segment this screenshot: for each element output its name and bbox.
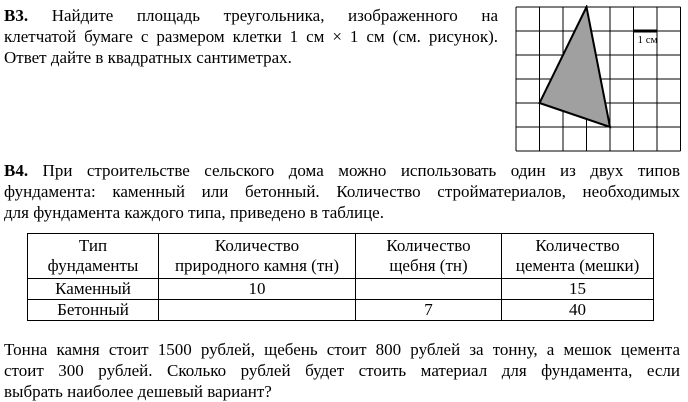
header-gravel: Количество щебня (тн)	[356, 234, 502, 279]
problem-b4	[4, 160, 680, 223]
problem-b4-question	[4, 339, 680, 402]
question-line-3: выбрать наиболее дешевый вариант?	[4, 382, 272, 401]
cell-cement: 40	[502, 299, 654, 320]
question-line-2: стоит 300 рублей. Сколько рублей будет стоить материал для фундамента, если	[4, 361, 680, 380]
cell-gravel: 7	[356, 299, 502, 320]
cell-type: Бетонный	[28, 299, 159, 320]
problem-number-b4: B4.	[4, 161, 29, 180]
problem-number-b3: B3.	[4, 6, 29, 25]
triangle-grid-figure	[514, 5, 684, 153]
b3-line-3: Ответ дайте в квадратных сантиметрах.	[4, 48, 292, 67]
table-row	[28, 299, 654, 320]
cell-stone	[159, 299, 356, 320]
cell-type: Каменный	[28, 278, 159, 299]
cell-stone: 10	[159, 278, 356, 299]
cell-cement: 15	[502, 278, 654, 299]
question-line-1: Тонна камня стоит 1500 рублей, щебень стоит 800 рублей за тонну, а мешок цемента	[4, 340, 680, 359]
b4-line-1	[4, 160, 680, 181]
scale-label: 1 см	[637, 34, 658, 46]
cell-gravel	[356, 278, 502, 299]
header-stone: Количество природного камня (тн)	[159, 234, 356, 279]
b4-line-2: фундамента: каменный или бетонный. Количество стройматериалов, необходимых	[4, 182, 680, 201]
materials-table	[27, 233, 654, 321]
problem-b3	[4, 5, 498, 68]
triangle-shape	[540, 7, 611, 127]
header-type: Тип фундаменты	[28, 234, 159, 279]
header-cement: Количество цемента (мешки)	[502, 234, 654, 279]
table-header-row	[28, 234, 654, 279]
b3-line-2: клетчатой бумаге с размером клетки 1 см × 1 см (см. рисунок).	[4, 27, 498, 46]
b3-text-1: Найдите площадь треугольника, изображенного на	[51, 6, 498, 25]
table-row	[28, 278, 654, 299]
b4-line-3: для фундамента каждого типа, приведено в таблице.	[4, 203, 384, 222]
b3-line-1	[4, 5, 498, 26]
b4-text-1: При строительстве сельского дома можно использовать один из двух типов	[42, 161, 680, 180]
